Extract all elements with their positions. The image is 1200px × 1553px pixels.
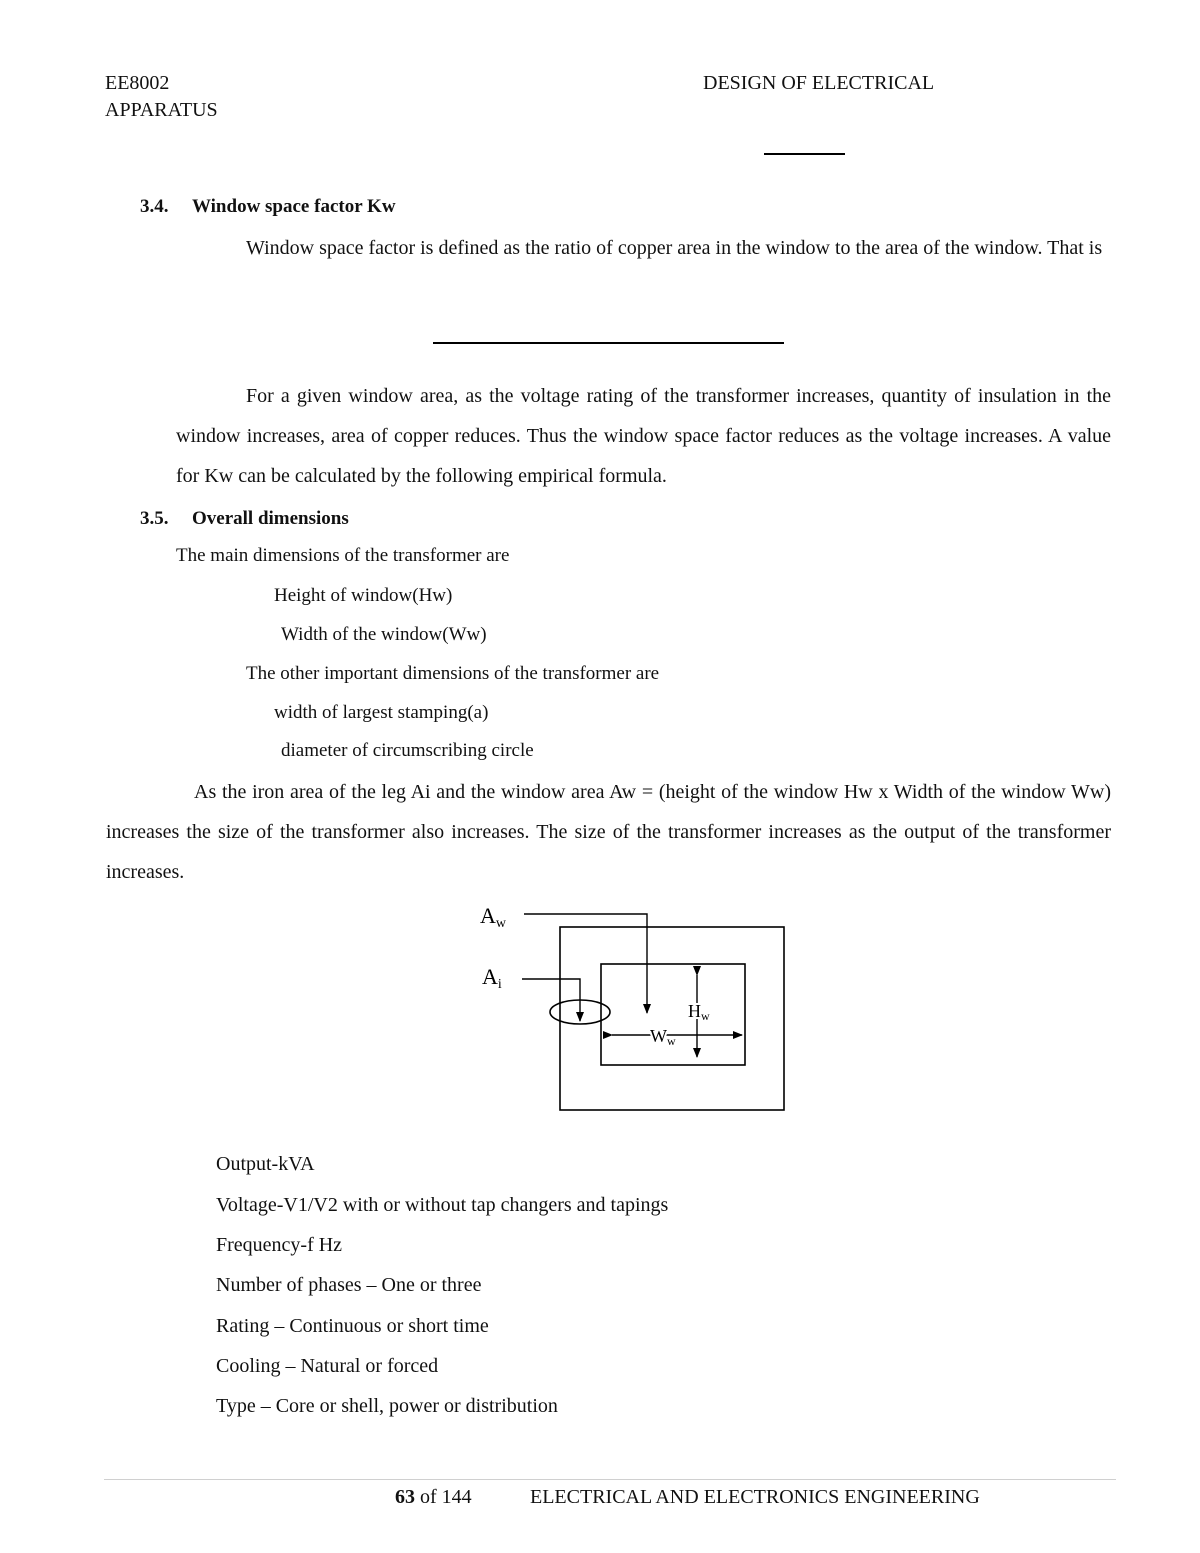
- size-paragraph: As the iron area of the leg Ai and the window area Aw = (height of the window Hw x Width of the window Ww) increases the size of the transformer also increases. The size of the transformer increases as the output of the transformer increases.: [106, 781, 1111, 883]
- transformer-window-diagram: [470, 895, 800, 1120]
- section-3-5-number: 3.5.: [140, 508, 169, 529]
- spec-item: Rating – Continuous or short time: [216, 1315, 489, 1337]
- window-rect: [601, 964, 745, 1065]
- subject-title: DESIGN OF ELECTRICAL: [703, 72, 935, 94]
- department-name: ELECTRICAL AND ELECTRONICS ENGINEERING: [530, 1486, 980, 1508]
- list-item: Width of the window(Ww): [281, 624, 487, 645]
- section-3-4-number: 3.4.: [140, 196, 169, 217]
- main-dims-intro: The main dimensions of the transformer are: [176, 545, 510, 566]
- outer-core-rect: [560, 927, 784, 1110]
- course-code: EE8002: [105, 72, 170, 94]
- hw-label: Hw: [688, 1001, 710, 1023]
- spec-item: Output-kVA: [216, 1153, 315, 1175]
- spec-item: Voltage-V1/V2 with or without tap changers and tapings: [216, 1194, 669, 1216]
- page-number: 63 of 144: [395, 1486, 472, 1508]
- spec-item: Type – Core or shell, power or distribution: [216, 1395, 558, 1417]
- section-3-5-title: Overall dimensions: [192, 508, 349, 529]
- subject-title-cont: APPARATUS: [105, 99, 218, 121]
- footer-rule: [104, 1479, 1116, 1480]
- spec-item: Frequency-f Hz: [216, 1234, 343, 1256]
- formula-line: [433, 342, 784, 344]
- other-dims-intro: The other important dimensions of the transformer are: [246, 663, 660, 684]
- header-rule: [764, 153, 845, 155]
- list-item: diameter of circumscribing circle: [281, 740, 534, 761]
- ww-label: Ww: [650, 1026, 676, 1048]
- aw-label: Aw: [480, 903, 507, 931]
- section-3-4-title: Window space factor Kw: [192, 196, 396, 217]
- section-3-4-paragraph: For a given window area, as the voltage rating of the transformer increases, quantity of insulation in the window increases, area of copper reduces. Thus the window space factor reduces as the voltage increases. A value for Kw can be calculated by the following empirical formula.: [176, 385, 1111, 487]
- list-item: width of largest stamping(a): [274, 702, 489, 723]
- spec-item: Number of phases – One or three: [216, 1274, 482, 1296]
- list-item: Height of window(Hw): [274, 585, 453, 606]
- spec-item: Cooling – Natural or forced: [216, 1355, 439, 1377]
- section-3-4-definition: Window space factor is defined as the ratio of copper area in the window to the area of the window. That is: [246, 237, 1103, 259]
- ai-label: Ai: [482, 964, 502, 992]
